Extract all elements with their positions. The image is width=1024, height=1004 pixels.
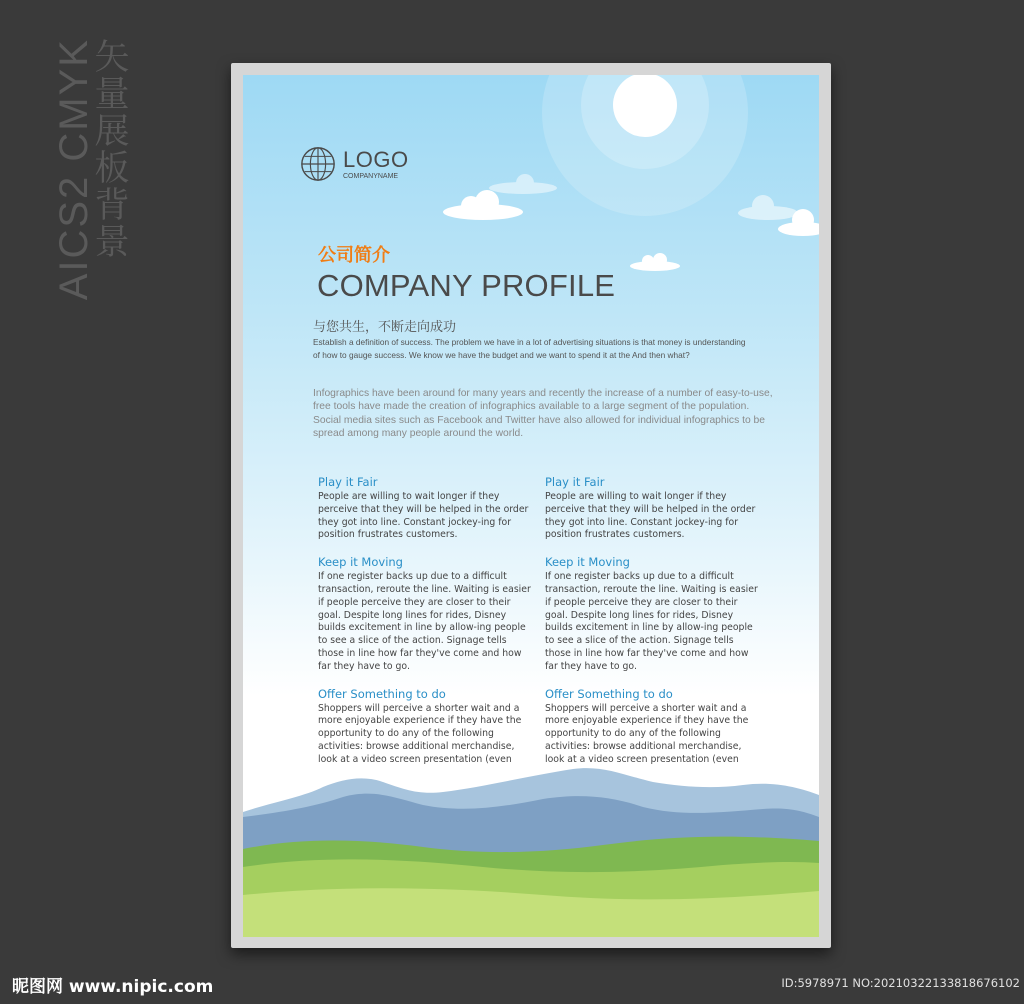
watermark-id: ID:5978971 NO:20210322133818676102 xyxy=(781,976,1020,990)
column-right xyxy=(545,475,760,780)
section-body: Shoppers will perceive a shorter wait and a more enjoyable experience if they have the opportunity to do any of the following activities: browse additional merchandise, look at a video screen presentation (even xyxy=(318,702,522,765)
section-heading: Offer Something to do xyxy=(545,686,673,701)
intro-paragraph-2: Infographics have been around for many years and recently the increase of a number of easy-to-use, free tools have made the creation of infographics available to a large segment of the population. Social media sites such as Facebook and Twitter have also allowed for individual infographics to be spread among many people around the world. xyxy=(313,388,773,439)
section-body: People are willing to wait longer if they perceive that they will be helped in the order they got into line. Constant jockey-ing for position frustrates customers. xyxy=(318,491,529,541)
section-heading: Play it Fair xyxy=(545,475,605,489)
landscape xyxy=(243,767,819,937)
logo-word: LOGO xyxy=(343,146,409,172)
title-english: COMPANY PROFILE xyxy=(317,268,616,303)
section-body: If one register backs up due to a difficult transaction, reroute the line. Waiting is easier if people perceive they are closer to their goal. Despite long lines for rides, Disney builds excitement in line by allow-ing people to see a slice of the action. Signage tells those in line how far they've come and how far they have to go. xyxy=(318,571,531,672)
side-label-english: AICS2 CMYK xyxy=(52,38,96,301)
section-heading: Keep it Moving xyxy=(318,555,403,570)
section-body: Shoppers will perceive a shorter wait and a more enjoyable experience if they have the opportunity to do any of the following activities: browse additional merchandise, look at a video screen presentation (even xyxy=(545,702,749,765)
logo xyxy=(299,145,409,183)
sun xyxy=(613,75,677,137)
cloud-faint xyxy=(489,174,557,194)
slogan: 与您共生，不断走向成功 xyxy=(313,320,457,335)
section-heading: Play it Fair xyxy=(318,475,378,489)
globe-icon xyxy=(299,145,337,183)
section-heading: Keep it Moving xyxy=(545,555,630,570)
intro-paragraph-1: Establish a definition of success. The problem we have in a lot of advertising situations is that money is understanding of how to gauge success. We know we have the budget and we want to spend it at the And then what? xyxy=(313,337,746,360)
watermark-site: 昵图网 www.nipic.com xyxy=(12,977,214,997)
cloud-left xyxy=(443,190,523,220)
section-heading: Offer Something to do xyxy=(318,686,446,701)
cloud-right-faint xyxy=(738,195,798,220)
section-body: People are willing to wait longer if they perceive that they will be helped in the order they got into line. Constant jockey-ing for position frustrates customers. xyxy=(545,491,756,541)
title-chinese: 公司简介 xyxy=(318,245,390,266)
company-name: COMPANYNAME xyxy=(343,172,399,180)
column-left xyxy=(318,475,533,780)
section-body: If one register backs up due to a difficult transaction, reroute the line. Waiting is easier if people perceive they are closer to their goal. Despite long lines for rides, Disney builds excitement in line by allow-ing people to see a slice of the action. Signage tells those in line how far they've come and how far they have to go. xyxy=(545,571,758,672)
cloud-small xyxy=(630,253,680,271)
poster xyxy=(243,75,819,937)
side-label-chinese: 矢量展板背景 xyxy=(94,38,130,263)
